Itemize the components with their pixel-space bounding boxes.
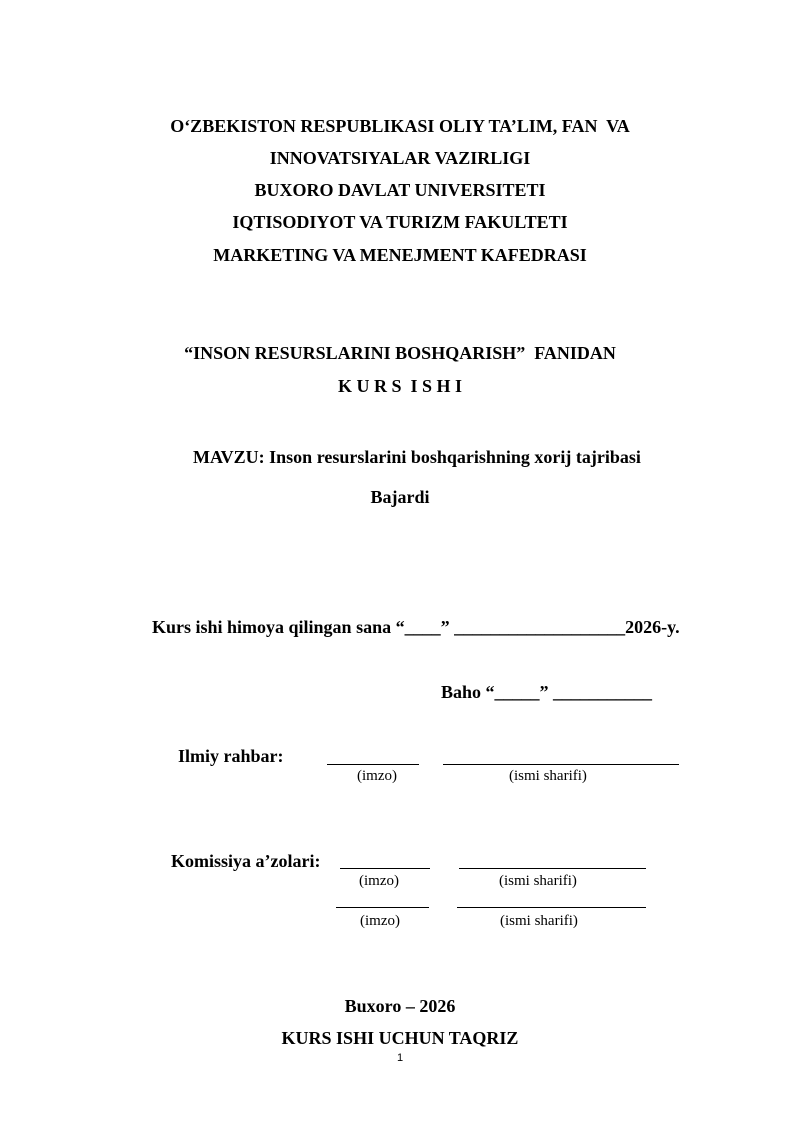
review-title: KURS ISHI UCHUN TAQRIZ bbox=[281, 1028, 519, 1048]
supervisor-signature-line bbox=[327, 764, 419, 765]
commission-member-1-name-caption: (ismi sharifi) bbox=[499, 873, 577, 889]
supervisor-name-caption: (ismi sharifi) bbox=[509, 768, 587, 784]
grade-line: Baho “_____” ___________ bbox=[441, 682, 653, 702]
supervisor-signature-caption: (imzo) bbox=[357, 768, 397, 784]
ministry-title-line-1: O‘ZBEKISTON RESPUBLIKASI OLIY TA’LIM, FAN VA bbox=[170, 116, 630, 136]
city-year: Buxoro – 2026 bbox=[344, 996, 456, 1016]
university-name: BUXORO DAVLAT UNIVERSITETI bbox=[254, 180, 546, 200]
faculty-name: IQTISODIYOT VA TURIZM FAKULTETI bbox=[232, 212, 568, 232]
topic: MAVZU: Inson resurslarini boshqarishning xorij tajribasi bbox=[193, 447, 641, 467]
commission-member-2-signature-line bbox=[336, 907, 429, 908]
commission-member-1-signature-caption: (imzo) bbox=[359, 873, 399, 889]
work-type: K U R S I S H I bbox=[337, 376, 463, 396]
commission-label: Komissiya a’zolari: bbox=[171, 851, 321, 871]
commission-member-1-name-line bbox=[459, 868, 646, 869]
commission-member-2-name-caption: (ismi sharifi) bbox=[500, 913, 578, 929]
ministry-title-line-2: INNOVATSIYALAR VAZIRLIGI bbox=[269, 148, 531, 168]
commission-member-2-signature-caption: (imzo) bbox=[360, 913, 400, 929]
page-number: 1 bbox=[396, 1052, 404, 1064]
defense-date-line: Kurs ishi himoya qilingan sana “____” ___________________2026-y. bbox=[152, 617, 680, 637]
supervisor-name-line bbox=[443, 764, 679, 765]
commission-member-1-signature-line bbox=[340, 868, 430, 869]
commission-member-2-name-line bbox=[457, 907, 646, 908]
department-name: MARKETING VA MENEJMENT KAFEDRASI bbox=[213, 245, 587, 265]
supervisor-label: Ilmiy rahbar: bbox=[178, 746, 284, 766]
performed-by-label: Bajardi bbox=[370, 487, 430, 507]
subject-title: “INSON RESURSLARINI BOSHQARISH” FANIDAN bbox=[184, 343, 616, 363]
